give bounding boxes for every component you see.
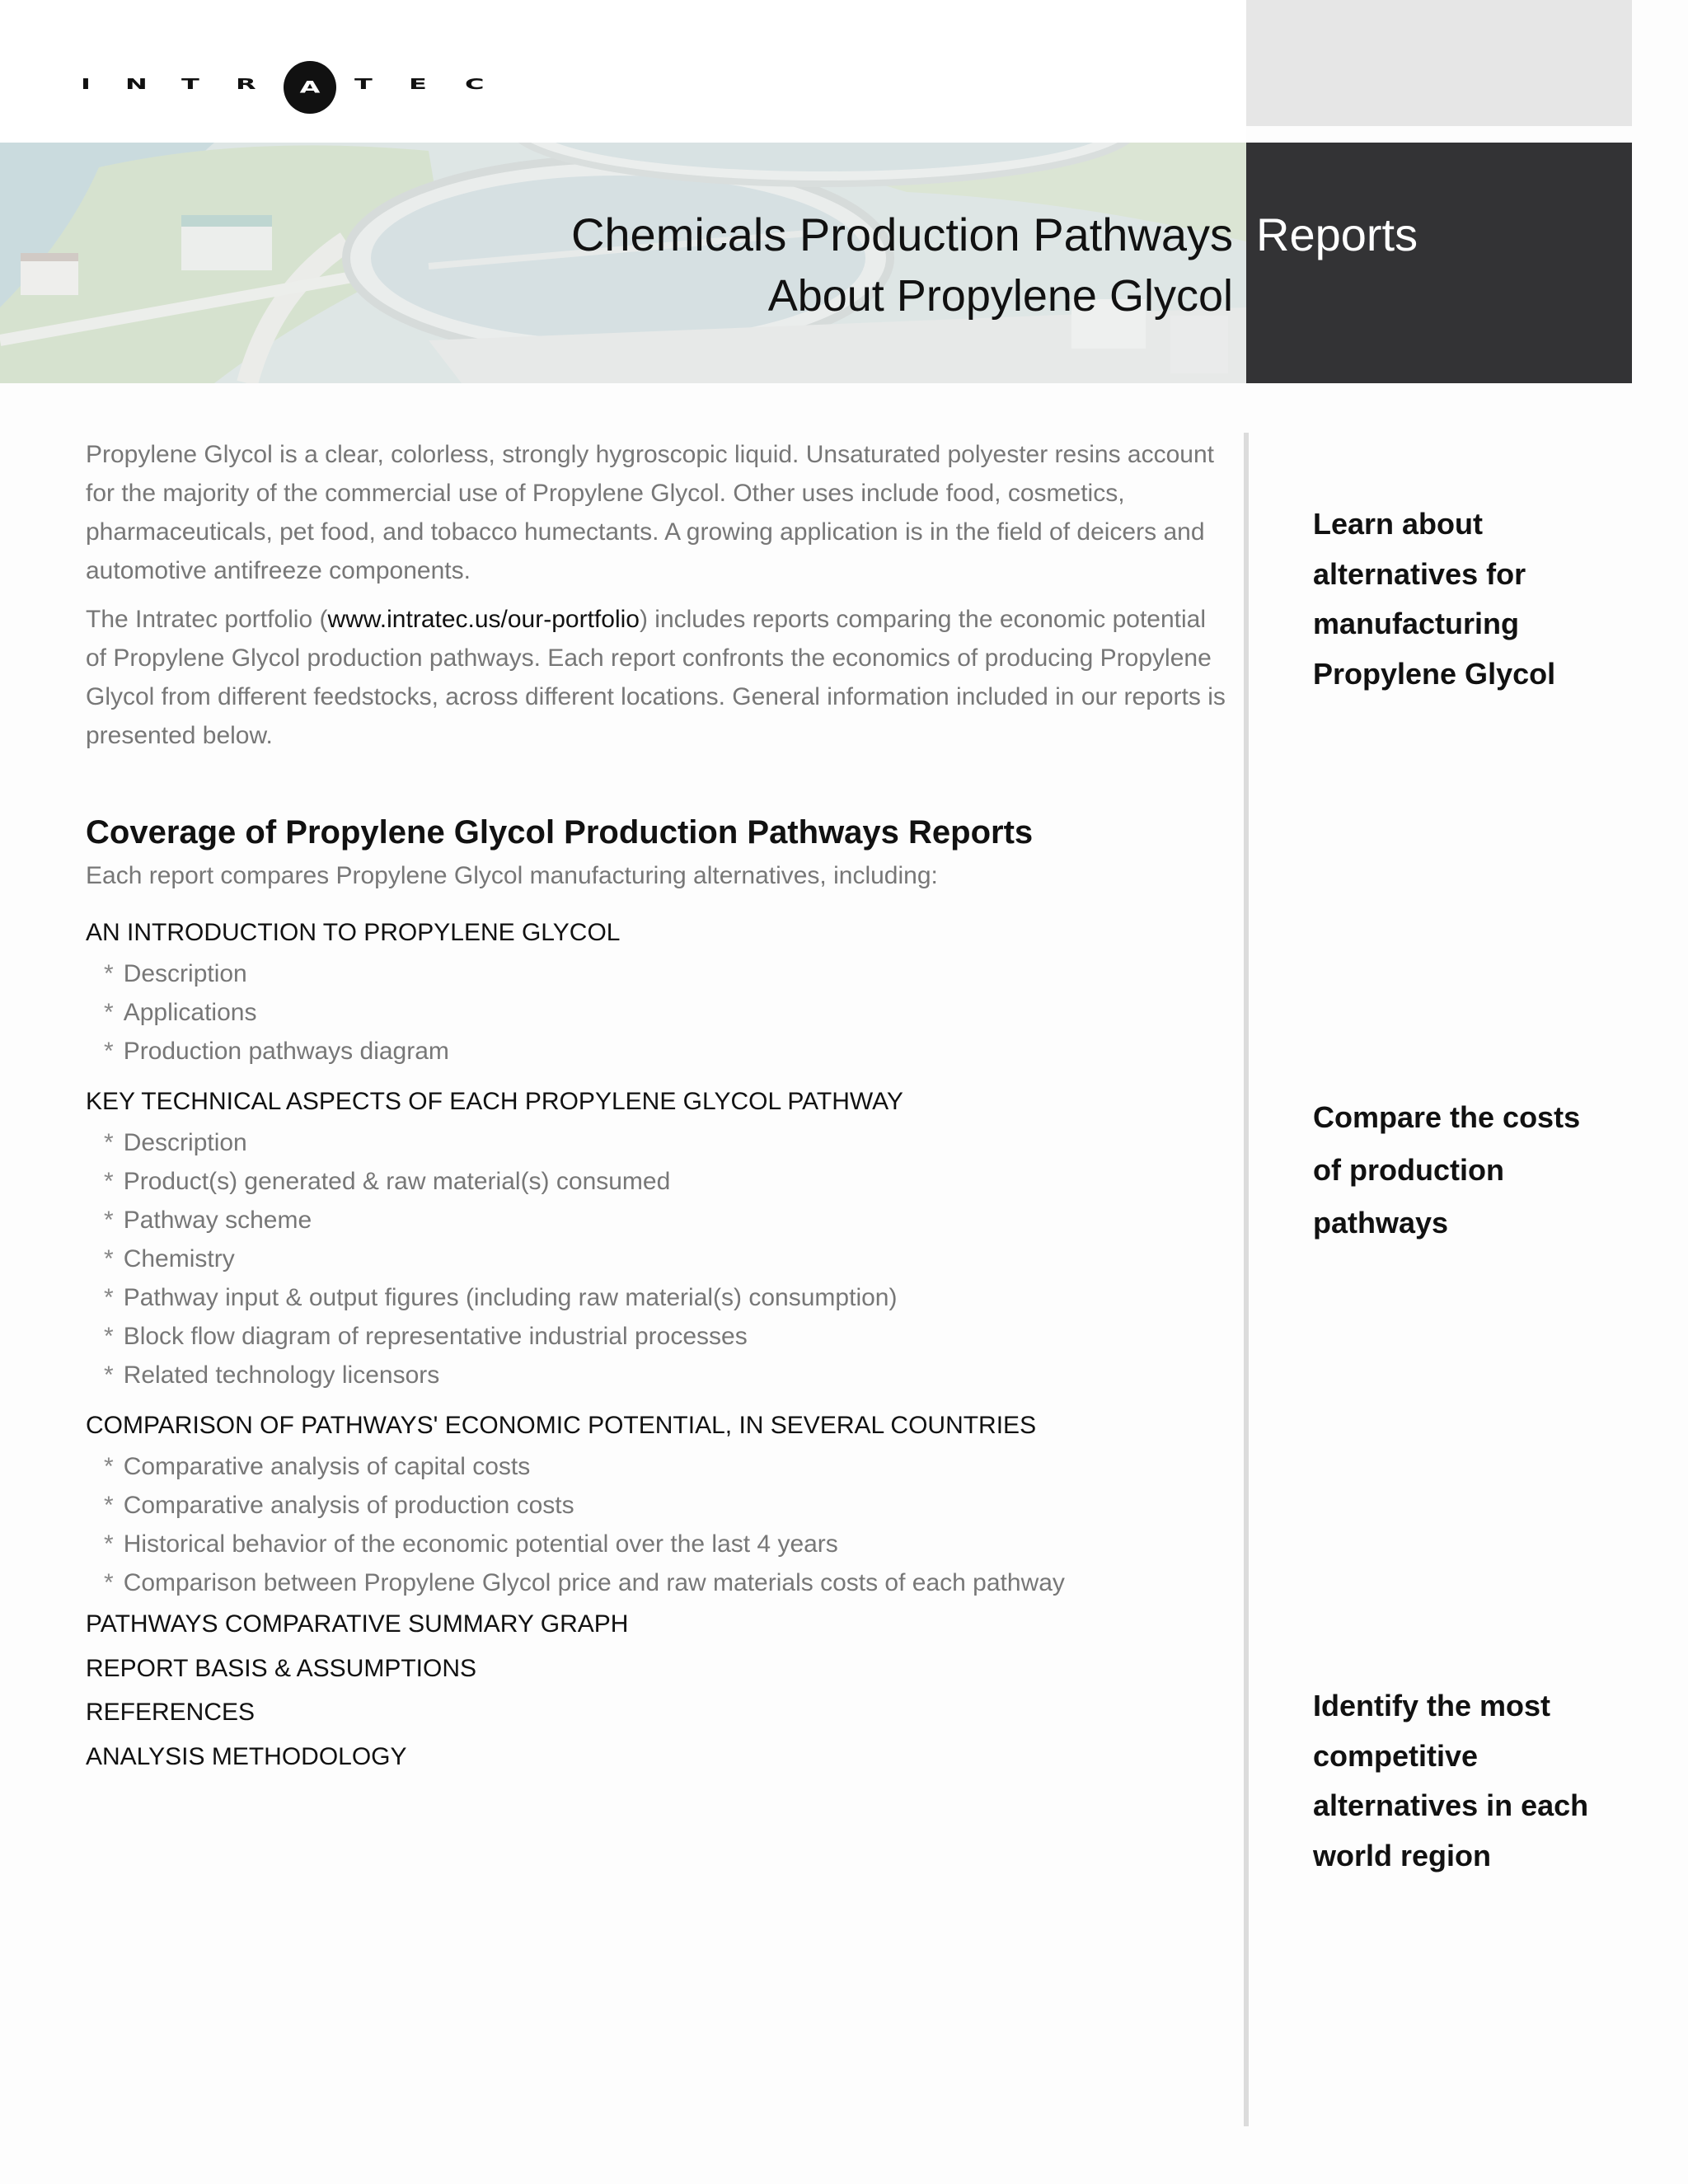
main-content [86, 435, 1233, 1779]
sidebar-note-identify: Identify the most competitive alternatives in each world region [1313, 1689, 1589, 1872]
coverage-intro: Each report compares Propylene Glycol manufacturing alternatives, including: [86, 862, 938, 889]
section-list-introduction [86, 954, 1233, 1071]
column-divider [1244, 433, 1249, 2126]
list-item [86, 1162, 1233, 1201]
bullet-star: * [104, 1129, 114, 1156]
bullet-star: * [104, 1323, 114, 1350]
list-item-text: Comparative analysis of production costs [123, 1492, 574, 1519]
header-gray-panel [1246, 0, 1632, 126]
intro-paragraph-1: Propylene Glycol is a clear, colorless, strongly hygroscopic liquid. Unsaturated polyester resins account for the majority of the commercial use of Propylene Glycol. Other uses include food, cosmetics, pharmaceuticals, pet food, and tobacco humectants. A growing application is in the field of deicers and automotive antifreeze components. [86, 441, 1214, 584]
bullet-star: * [104, 1168, 114, 1195]
list-item [86, 1240, 1233, 1278]
list-item [86, 1563, 1233, 1602]
bullet-star: * [104, 1453, 114, 1480]
section-heading-summary-graph: PATHWAYS COMPARATIVE SUMMARY GRAPH [86, 1610, 629, 1638]
banner-subtitle: About Propylene Glycol [767, 271, 1233, 321]
list-item [86, 993, 1233, 1032]
section-heading-methodology: ANALYSIS METHODOLOGY [86, 1742, 407, 1770]
list-item [86, 1123, 1233, 1162]
list-item-text: Pathway input & output figures (including raw material(s) consumption) [123, 1284, 898, 1311]
coverage-title: Coverage of Propylene Glycol Production Pathways Reports [86, 814, 1034, 851]
bullet-star: * [104, 999, 114, 1026]
bullet-star: * [104, 1569, 114, 1596]
list-item-text: Applications [123, 999, 257, 1026]
logo-letter: N [125, 75, 148, 93]
sidebar-note-learn: Learn about alternatives for manufacturing Propylene Glycol [1313, 507, 1556, 691]
portfolio-link[interactable]: www.intratec.us/our-portfolio [327, 606, 640, 633]
sidebar-note-compare: Compare the costs of production pathways [1313, 1100, 1581, 1240]
list-item-text: Historical behavior of the economic potential over the last 4 years [123, 1530, 838, 1558]
logo-letter: T [181, 75, 199, 93]
section-heading-introduction: AN INTRODUCTION TO PROPYLENE GLYCOL [86, 919, 621, 946]
logo-letter: C [465, 75, 485, 93]
section-list-technical-aspects [86, 1123, 1233, 1394]
bullet-star: * [104, 1530, 114, 1558]
logo-letter: R [236, 75, 256, 93]
list-item [86, 1356, 1233, 1394]
list-item [86, 1317, 1233, 1356]
list-item [86, 1486, 1233, 1525]
section-heading-references: REFERENCES [86, 1699, 256, 1726]
section-heading-economic-comparison: COMPARISON OF PATHWAYS' ECONOMIC POTENTIAL, IN SEVERAL COUNTRIES [86, 1412, 1037, 1439]
list-item [86, 1447, 1233, 1486]
list-item-text: Comparison between Propylene Glycol price and raw materials costs of each pathway [123, 1569, 1065, 1596]
logo-letter: E [409, 75, 427, 93]
list-item [86, 1032, 1233, 1071]
section-list-economic-comparison [86, 1447, 1233, 1602]
logo-letter: A [299, 77, 321, 97]
banner-title: Chemicals Production Pathways [570, 209, 1233, 260]
list-item-text: Related technology licensors [123, 1361, 440, 1389]
list-item-text: Description [123, 960, 247, 987]
list-item-text: Block flow diagram of representative industrial processes [123, 1323, 748, 1350]
bullet-star: * [104, 960, 114, 987]
section-heading-technical-aspects: KEY TECHNICAL ASPECTS OF EACH PROPYLENE GLYCOL PATHWAY [86, 1088, 903, 1115]
intro-paragraph-2 [86, 600, 1233, 755]
list-item-text: Chemistry [123, 1245, 235, 1272]
intro-paragraph-2-end: ) includes reports comparing the economic potential of Propylene Glycol production pathways. Each report confronts the economics of producing Propylene Glycol from different feedstocks, across different locations. General information included in our reports is presented below. [86, 606, 1226, 749]
logo-letter: I [81, 75, 91, 93]
list-item-text: Description [123, 1129, 247, 1156]
list-item [86, 1201, 1233, 1240]
list-item [86, 954, 1233, 993]
bullet-star: * [104, 1361, 114, 1389]
logo-letter: T [354, 75, 373, 93]
bullet-star: * [104, 1038, 114, 1065]
list-item-text: Pathway scheme [123, 1207, 312, 1234]
bullet-star: * [104, 1245, 114, 1272]
list-item [86, 1525, 1233, 1563]
section-heading-basis-assumptions: REPORT BASIS & ASSUMPTIONS [86, 1654, 477, 1682]
bullet-star: * [104, 1284, 114, 1311]
intro-paragraph-2-start: The Intratec portfolio ( [86, 606, 328, 633]
bullet-star: * [104, 1207, 114, 1234]
banner-reports-label: Reports [1256, 209, 1418, 260]
bullet-star: * [104, 1492, 114, 1519]
list-item [86, 1278, 1233, 1317]
list-item-text: Product(s) generated & raw material(s) consumed [123, 1168, 671, 1195]
list-item-text: Production pathways diagram [123, 1038, 449, 1065]
list-item-text: Comparative analysis of capital costs [123, 1453, 531, 1480]
intratec-logo[interactable] [79, 58, 508, 115]
logo-circle-emblem [284, 61, 336, 114]
